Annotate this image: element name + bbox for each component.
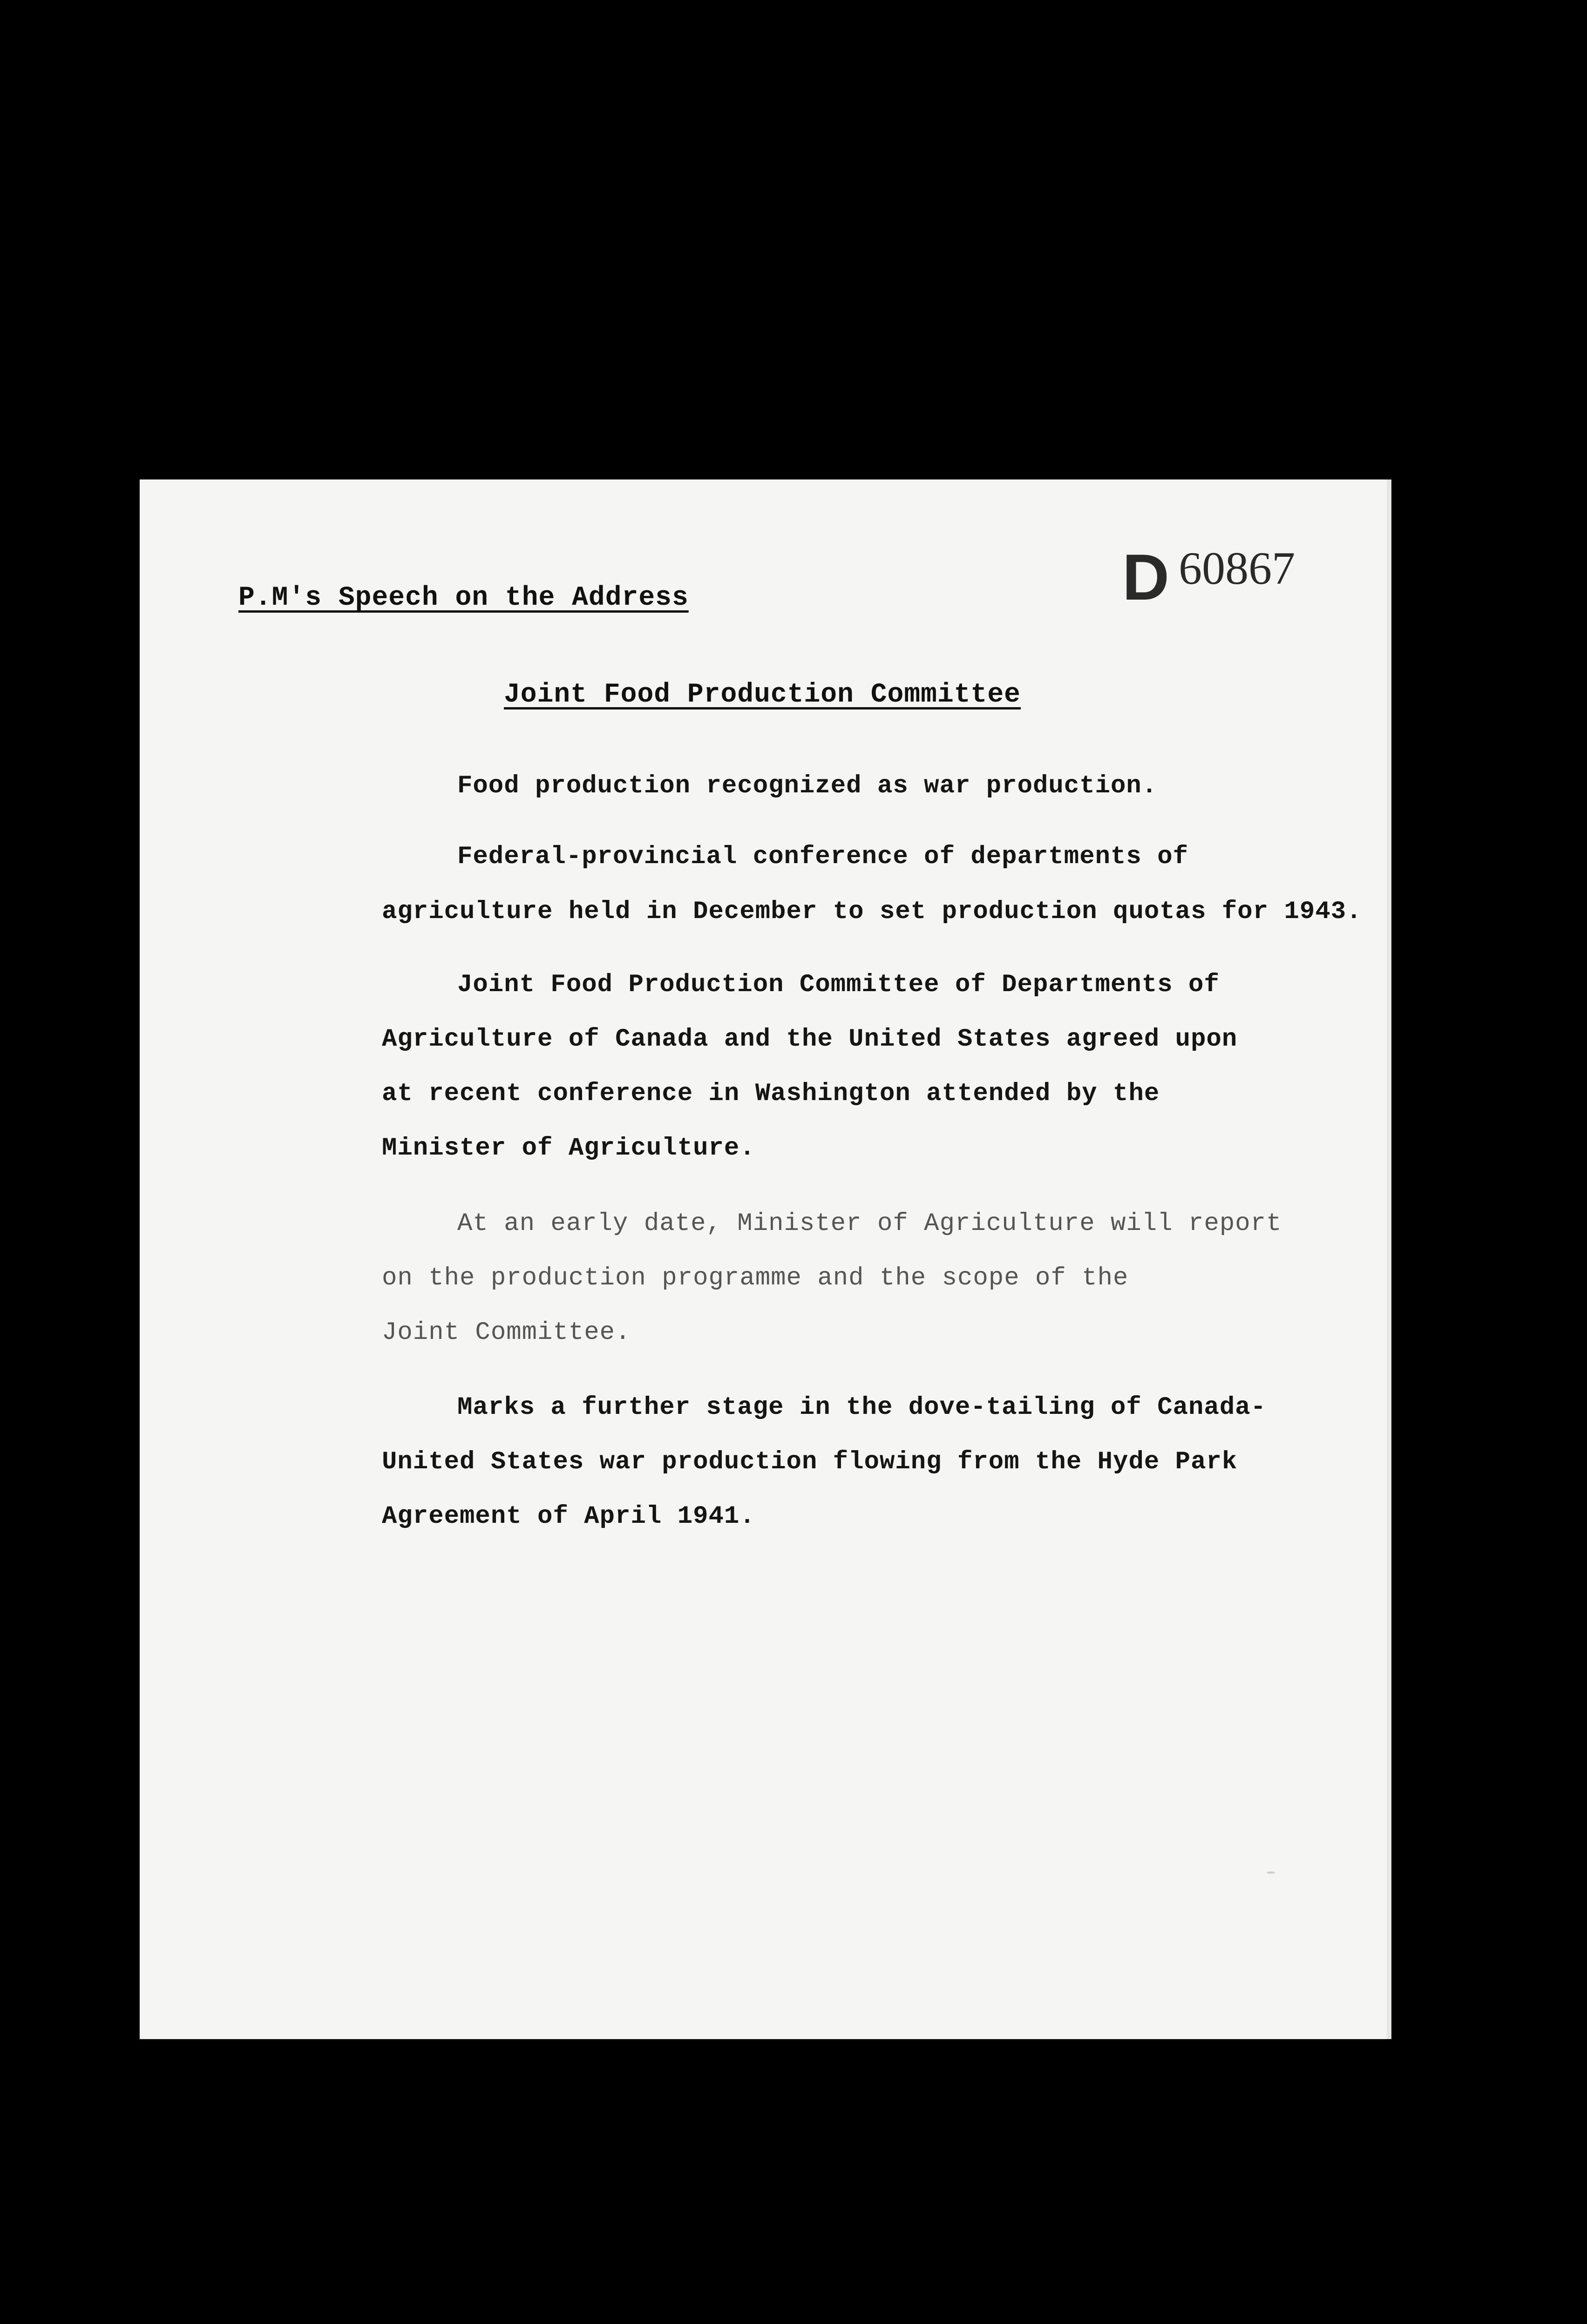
paragraph-4-line-2: on the production programme and the scope of the: [382, 1264, 1129, 1292]
paragraph-4-line-1: At an early date, Minister of Agriculture will report: [457, 1209, 1282, 1238]
document-page: [140, 480, 1387, 2039]
paragraph-4-line-3: Joint Committee.: [382, 1318, 631, 1347]
paragraph-3-line-4: Minister of Agriculture.: [382, 1134, 755, 1162]
paragraph-3-line-1: Joint Food Production Committee of Departments of: [457, 971, 1220, 999]
paragraph-1-line-1: Food production recognized as war production.: [457, 772, 1158, 800]
document-number-value: 60867: [1179, 542, 1295, 594]
paragraph-2-line-2: agriculture held in December to set production quotas for 1943.: [382, 898, 1362, 926]
document-title: Joint Food Production Committee: [504, 680, 1021, 710]
document-number-prefix: D: [1122, 540, 1170, 614]
paragraph-3-line-3: at recent conference in Washington attended by the: [382, 1080, 1160, 1108]
document-header: P.M's Speech on the Address: [238, 583, 689, 613]
paragraph-2-line-1: Federal-provincial conference of departments of: [457, 843, 1189, 871]
paragraph-5-line-3: Agreement of April 1941.: [382, 1502, 755, 1531]
paragraph-5-line-1: Marks a further stage in the dove-tailing of Canada-: [457, 1393, 1267, 1422]
paragraph-5-line-2: United States war production flowing from the Hyde Park: [382, 1448, 1238, 1476]
paper-mark: [1267, 1871, 1275, 1874]
paragraph-3-line-2: Agriculture of Canada and the United States agreed upon: [382, 1025, 1238, 1054]
page-edge: [1387, 480, 1391, 2039]
document-number: [1122, 540, 1295, 614]
